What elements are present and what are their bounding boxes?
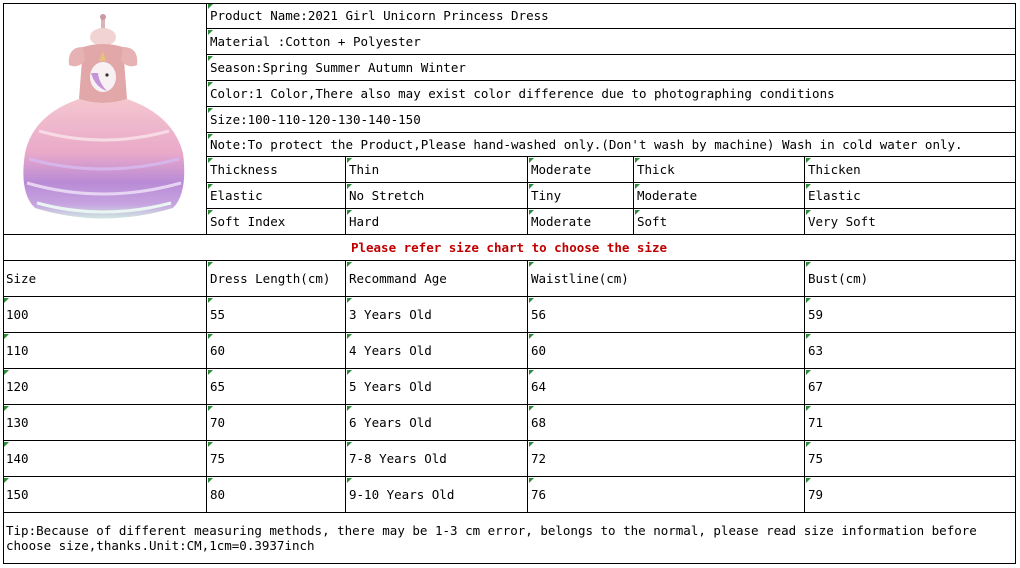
table-cell: 67 [805,369,1016,405]
table-cell: 7-8 Years Old [346,441,528,477]
product-photo [3,3,207,235]
column-header: Waistline(cm) [528,261,805,297]
table-cell: 120 [3,369,207,405]
table-cell: 63 [805,333,1016,369]
column-header: Size [3,261,207,297]
table-cell: 71 [805,405,1016,441]
table-cell: 110 [3,333,207,369]
table-cell: 9-10 Years Old [346,477,528,513]
attribute-label: Elastic [207,183,346,209]
table-cell: 72 [528,441,805,477]
attribute-value: Elastic [805,183,1016,209]
table-cell: 140 [3,441,207,477]
color-note: Color:1 Color,There also may exist color difference due to photographing conditions [207,81,1016,107]
attribute-value: No Stretch [346,183,528,209]
attribute-value: Thin [346,157,528,183]
table-cell: 60 [528,333,805,369]
material: Material :Cotton + Polyester [207,29,1016,55]
product-name: Product Name:2021 Girl Unicorn Princess Dress [207,3,1016,29]
table-cell: 6 Years Old [346,405,528,441]
season: Season:Spring Summer Autumn Winter [207,55,1016,81]
table-cell: 150 [3,477,207,513]
table-cell: 5 Years Old [346,369,528,405]
attribute-value: Hard [346,209,528,235]
attribute-value: Moderate [528,157,634,183]
attribute-value: Moderate [528,209,634,235]
care-note: Note:To protect the Product,Please hand-washed only.(Don't wash by machine) Wash in cold water only. [207,133,1016,157]
table-cell: 64 [528,369,805,405]
size-list: Size:100-110-120-130-140-150 [207,107,1016,133]
table-cell: 130 [3,405,207,441]
table-cell: 4 Years Old [346,333,528,369]
attribute-label: Thickness [207,157,346,183]
column-header: Dress Length(cm) [207,261,346,297]
table-cell: 79 [805,477,1016,513]
attribute-value: Very Soft [805,209,1016,235]
unicorn-dress-illustration [3,3,206,234]
attribute-value: Thick [634,157,805,183]
attribute-label: Soft Index [207,209,346,235]
measurement-tip: Tip:Because of different measuring methods, there may be 1-3 cm error, belongs to the normal, please read size information before choose size,thanks.Unit:CM,1cm=0.3937inch [3,513,1016,564]
attribute-value: Soft [634,209,805,235]
attribute-value: Thicken [805,157,1016,183]
table-cell: 60 [207,333,346,369]
table-cell: 70 [207,405,346,441]
table-cell: 76 [528,477,805,513]
table-cell: 65 [207,369,346,405]
table-cell: 56 [528,297,805,333]
table-cell: 75 [207,441,346,477]
attribute-value: Tiny [528,183,634,209]
table-cell: 100 [3,297,207,333]
size-chart-notice: Please refer size chart to choose the size [3,235,1016,261]
table-cell: 80 [207,477,346,513]
table-cell: 68 [528,405,805,441]
attribute-value: Moderate [634,183,805,209]
table-cell: 75 [805,441,1016,477]
table-cell: 59 [805,297,1016,333]
column-header: Bust(cm) [805,261,1016,297]
table-cell: 3 Years Old [346,297,528,333]
size-chart-sheet [3,3,1016,564]
column-header: Recommand Age [346,261,528,297]
table-cell: 55 [207,297,346,333]
